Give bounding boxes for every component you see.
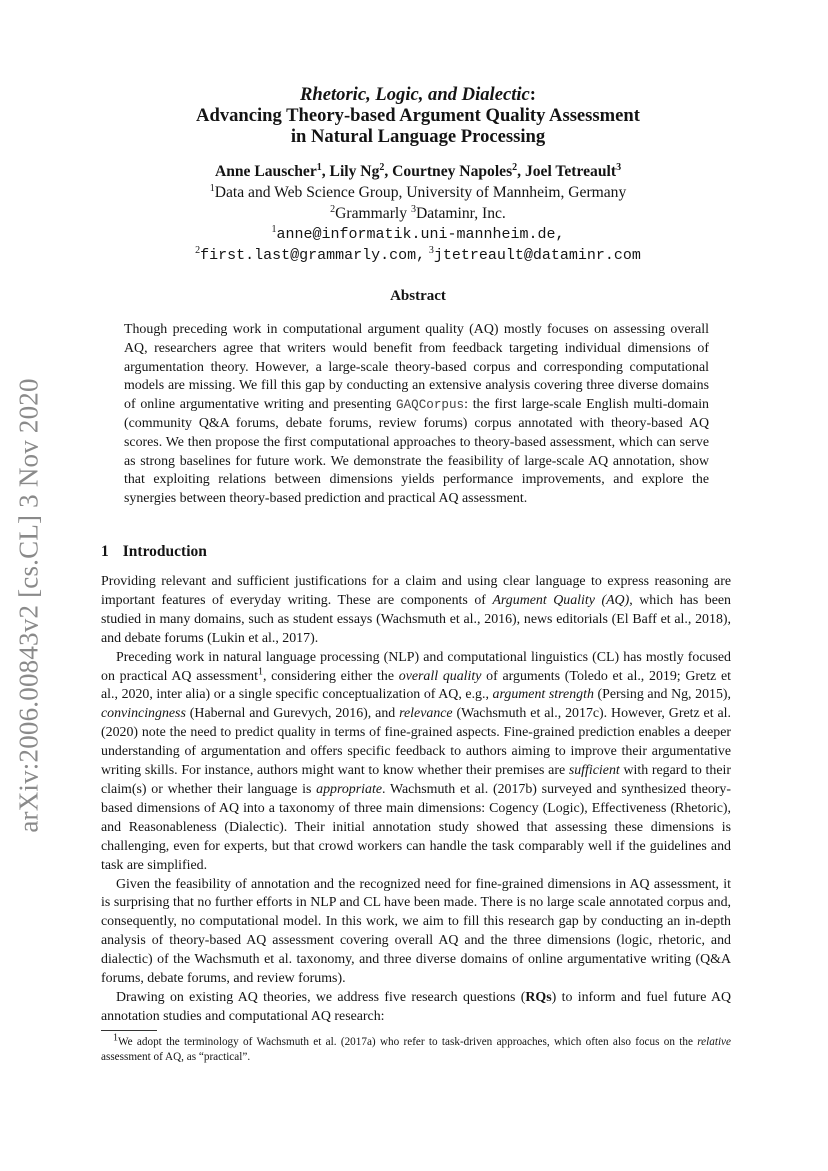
title-line-1: Rhetoric, Logic, and Dialectic: bbox=[299, 84, 536, 105]
author-name: Courtney Napoles bbox=[392, 163, 513, 180]
title-block bbox=[104, 84, 732, 266]
paper-title bbox=[104, 84, 732, 147]
footnote: $^1$We adopt the terminology of Wachsmuth et al. (2017a) who refer to task-driven approaches, which often also focus on the relative assessment of AQ, as “practical”. bbox=[101, 1032, 731, 1063]
title-line-2: Advancing Theory-based Argument Quality Assessment bbox=[196, 105, 640, 126]
email-link[interactable]: first.last@grammarly.com, bbox=[200, 247, 426, 264]
affiliation-2: $^2$Grammarly $^3$Dataminr, Inc. bbox=[330, 203, 506, 222]
email-link[interactable]: jtetreault@dataminr.com bbox=[433, 247, 641, 264]
paragraph: Preceding work in natural language processing (NLP) and computational linguistics (CL) has mostly focused on practical AQ assessment$^1$, considering either the overall quality of arguments (Toledo et al., 2019; Gretz et al., 2020, inter alia) or a single specific conceptualization of AQ, e.g., argument strength (Persing and Ng, 2015), convincingness (Habernal and Gurevych, 2016), and relevance (Wachsmuth et al., 2017c). However, Gretz et al. (2020) note the need to predict quality in terms of fine-grained aspects. Fine-grained prediction enables a deeper understanding of argumentation and offers specific feedback to authors aiming to improve their argumentative writing skills. For instance, authors might want to know whether their premises are sufficient with regard to their claim(s) or whether their language is appropriate. Wachsmuth et al. (2017b) surveyed and synthesized theory-based dimensions of AQ into a taxonomy of three main dimensions: Cogency (Logic), Effectiveness (Rhetoric), and Reasonableness (Dialectic). Their initial annotation study showed that assessing these dimensions is challenging, even for experts, but that crowd workers can handle the task comparably well if the guidelines and task are simplified. bbox=[101, 649, 732, 873]
abstract-text: Though preceding work in computational argument quality (AQ) mostly focuses on assessing overall AQ, researchers agree that writers would benefit from feedback targeting individual dimensions of argumentation theory. However, a large-scale theory-based corpus and corresponding computational models are missing. We fill this gap by conducting an extensive analysis covering three diverse domains of online argumentative writing and presenting GAQCorpus: the first large-scale English multi-domain (community Q&A forums, debate forums, review forums) corpus annotated with theory-based AQ scores. We then propose the first computational approaches to theory-based assessment, which can serve as strong baselines for future work. We demonstrate the feasibility of large-scale AQ annotation, show that exploiting relations between dimensions yields performance improvements, and explore the synergies between theory-based prediction and practical AQ assessment. bbox=[124, 322, 709, 507]
section-number: 1 bbox=[101, 543, 109, 560]
paragraph: Drawing on existing AQ theories, we address five research questions (RQs) to inform and fuel future AQ annotation studies and computational AQ research: bbox=[101, 989, 732, 1024]
footnote-rule bbox=[101, 1030, 157, 1031]
email-line-2: $^2$first.last@grammarly.com, $^3$jtetreault@dataminr.com bbox=[195, 245, 641, 264]
paragraph: Providing relevant and sufficient justifications for a claim and using clear language to express reasoning are important features of everyday writing. These are components of Argument Quality (AQ), which has been studied in many domains, such as student essays (Wachsmuth et al., 2016), news editorials (El Baff et al., 2018), and debate forums (Lukin et al., 2017). bbox=[101, 574, 731, 646]
author-list: Anne Lauscher$^1$, Lily Ng$^2$, Courtney Napoles$^2$, Joel Tetreault$^3$ bbox=[214, 161, 622, 180]
section-heading bbox=[101, 543, 207, 561]
affiliation-1: $^1$Data and Web Science Group, University of Mannheim, Germany bbox=[209, 182, 627, 201]
arxiv-id-text: arXiv:2006.00843v2 [cs.CL] 3 Nov 2020 bbox=[13, 377, 44, 833]
author-name: Joel Tetreault bbox=[524, 163, 617, 180]
abstract-heading: Abstract bbox=[390, 288, 446, 304]
author-name: Anne Lauscher bbox=[214, 163, 317, 180]
email-line-1: $^1$anne@informatik.uni-mannheim.de, bbox=[271, 224, 565, 243]
footnote-marker[interactable]: 1 bbox=[257, 665, 263, 677]
section-title: Introduction bbox=[122, 543, 207, 560]
paragraph: Given the feasibility of annotation and the recognized need for fine-grained dimensions in AQ assessment, it is surprising that no further efforts in NLP and CL have been made. There is no large scale annotated corpus and, consequently, no computational model. In this work, we aim to fill this research gap by conducting an in-depth analysis of theory-based AQ assessment covering overall AQ and the three dimensions (logic, rhetoric, and dialectic) of the Wachsmuth et al. taxonomy, and three diverse domains of online argumentative writing (Q&A forums, debate forums, and review forums). bbox=[101, 876, 731, 987]
title-line-3: in Natural Language Processing bbox=[290, 126, 546, 147]
corpus-name: GAQCorpus bbox=[396, 398, 465, 413]
arxiv-identifier-stamp bbox=[9, 365, 49, 845]
email-link[interactable]: anne@informatik.uni-mannheim.de, bbox=[276, 226, 565, 243]
author-name: Lily Ng bbox=[329, 163, 380, 180]
body-text bbox=[101, 573, 731, 1027]
